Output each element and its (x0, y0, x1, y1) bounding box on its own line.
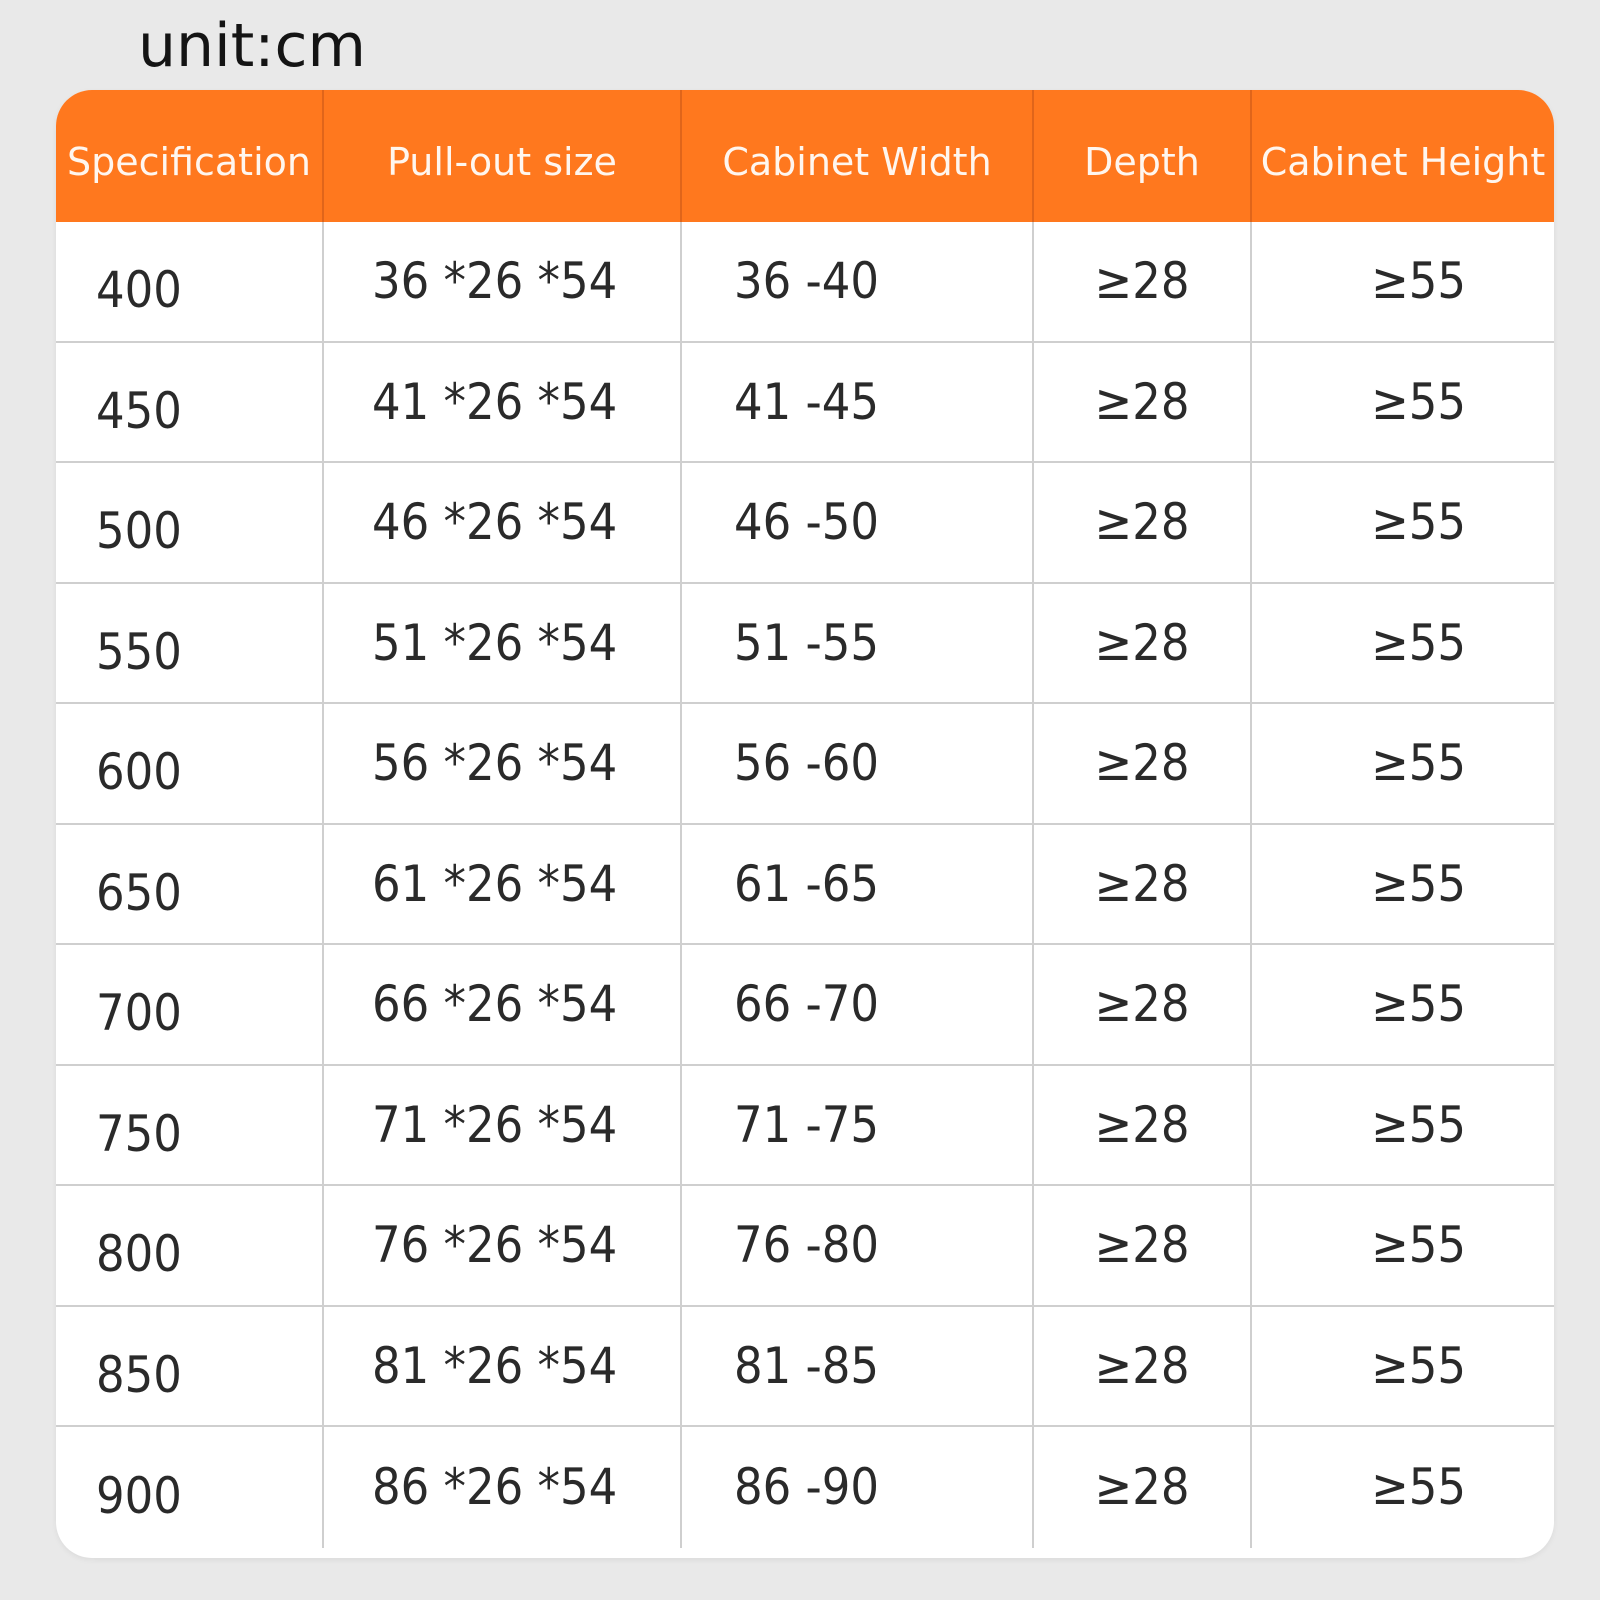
cell-pull-out-size: 71 *26 *54 (324, 1066, 682, 1185)
cell-specification: 700 (56, 945, 324, 1064)
cell-cabinet-height: ≥55 (1371, 1216, 1466, 1275)
cell-cabinet-width: 36 -40 (682, 222, 1034, 341)
cell-cabinet-width: 76 -80 (682, 1186, 1034, 1305)
cell-depth: ≥28 (1034, 1427, 1252, 1548)
cell-pull-out-size: 76 *26 *54 (324, 1186, 682, 1305)
cell-depth: ≥28 (1034, 222, 1252, 341)
table-row (56, 343, 1554, 464)
cell-cabinet-width: 51 -55 (682, 584, 1034, 703)
cell-cabinet-width: 81 -85 (682, 1307, 1034, 1426)
cell-pull-out-size: 46 *26 *54 (324, 463, 682, 582)
cell-depth: ≥28 (1034, 1186, 1252, 1305)
cell-depth: ≥28 (1034, 704, 1252, 823)
cell-cabinet-width: 41 -45 (682, 343, 1034, 462)
cell-specification: 650 (56, 825, 324, 944)
cell-pull-out-size: 66 *26 *54 (324, 945, 682, 1064)
cell-cabinet-height: ≥55 (1371, 372, 1466, 431)
table-body (56, 222, 1554, 1548)
cell-cabinet-height: ≥55 (1371, 493, 1466, 552)
table-row (56, 704, 1554, 825)
table-row (56, 1066, 1554, 1187)
unit-label: unit:cm (138, 11, 366, 81)
cell-pull-out-size: 56 *26 *54 (324, 704, 682, 823)
table-row (56, 584, 1554, 705)
table-row (56, 945, 1554, 1066)
cell-cabinet-height: ≥55 (1371, 1458, 1466, 1517)
table-row (56, 1307, 1554, 1428)
cell-cabinet-width: 66 -70 (682, 945, 1034, 1064)
header-cabinet-width: Cabinet Width (682, 90, 1034, 222)
cell-specification: 750 (56, 1066, 324, 1185)
cell-specification: 600 (56, 704, 324, 823)
cell-depth: ≥28 (1034, 584, 1252, 703)
header-specification: Specification (56, 90, 324, 222)
cell-pull-out-size: 86 *26 *54 (324, 1427, 682, 1548)
cell-depth: ≥28 (1034, 343, 1252, 462)
cell-cabinet-height: ≥55 (1371, 613, 1466, 672)
cell-pull-out-size: 61 *26 *54 (324, 825, 682, 944)
cell-cabinet-width: 61 -65 (682, 825, 1034, 944)
table-row (56, 825, 1554, 946)
cell-specification: 400 (56, 222, 324, 341)
table-row (56, 222, 1554, 343)
cell-cabinet-width: 46 -50 (682, 463, 1034, 582)
table-row (56, 1427, 1554, 1548)
cell-cabinet-height: ≥55 (1371, 734, 1466, 793)
cell-specification: 450 (56, 343, 324, 462)
cell-cabinet-width: 56 -60 (682, 704, 1034, 823)
cell-specification: 550 (56, 584, 324, 703)
table-header-row (56, 90, 1554, 222)
cell-pull-out-size: 36 *26 *54 (324, 222, 682, 341)
cell-cabinet-height: ≥55 (1371, 854, 1466, 913)
cell-cabinet-height: ≥55 (1371, 1095, 1466, 1154)
cell-pull-out-size: 41 *26 *54 (324, 343, 682, 462)
spec-table (56, 90, 1554, 1558)
cell-pull-out-size: 81 *26 *54 (324, 1307, 682, 1426)
cell-specification: 500 (56, 463, 324, 582)
cell-depth: ≥28 (1034, 945, 1252, 1064)
cell-specification: 800 (56, 1186, 324, 1305)
table-row (56, 463, 1554, 584)
cell-depth: ≥28 (1034, 1307, 1252, 1426)
cell-depth: ≥28 (1034, 1066, 1252, 1185)
cell-depth: ≥28 (1034, 463, 1252, 582)
header-cabinet-height: Cabinet Height (1260, 140, 1546, 184)
header-depth: Depth (1034, 90, 1252, 222)
cell-cabinet-height: ≥55 (1371, 252, 1466, 311)
header-pull-out-size: Pull-out size (324, 90, 682, 222)
cell-cabinet-height: ≥55 (1371, 975, 1466, 1034)
cell-cabinet-width: 71 -75 (682, 1066, 1034, 1185)
cell-cabinet-width: 86 -90 (682, 1427, 1034, 1548)
cell-specification: 900 (56, 1427, 324, 1548)
cell-pull-out-size: 51 *26 *54 (324, 584, 682, 703)
cell-depth: ≥28 (1034, 825, 1252, 944)
table-row (56, 1186, 1554, 1307)
cell-cabinet-height: ≥55 (1371, 1336, 1466, 1395)
cell-specification: 850 (56, 1307, 324, 1426)
